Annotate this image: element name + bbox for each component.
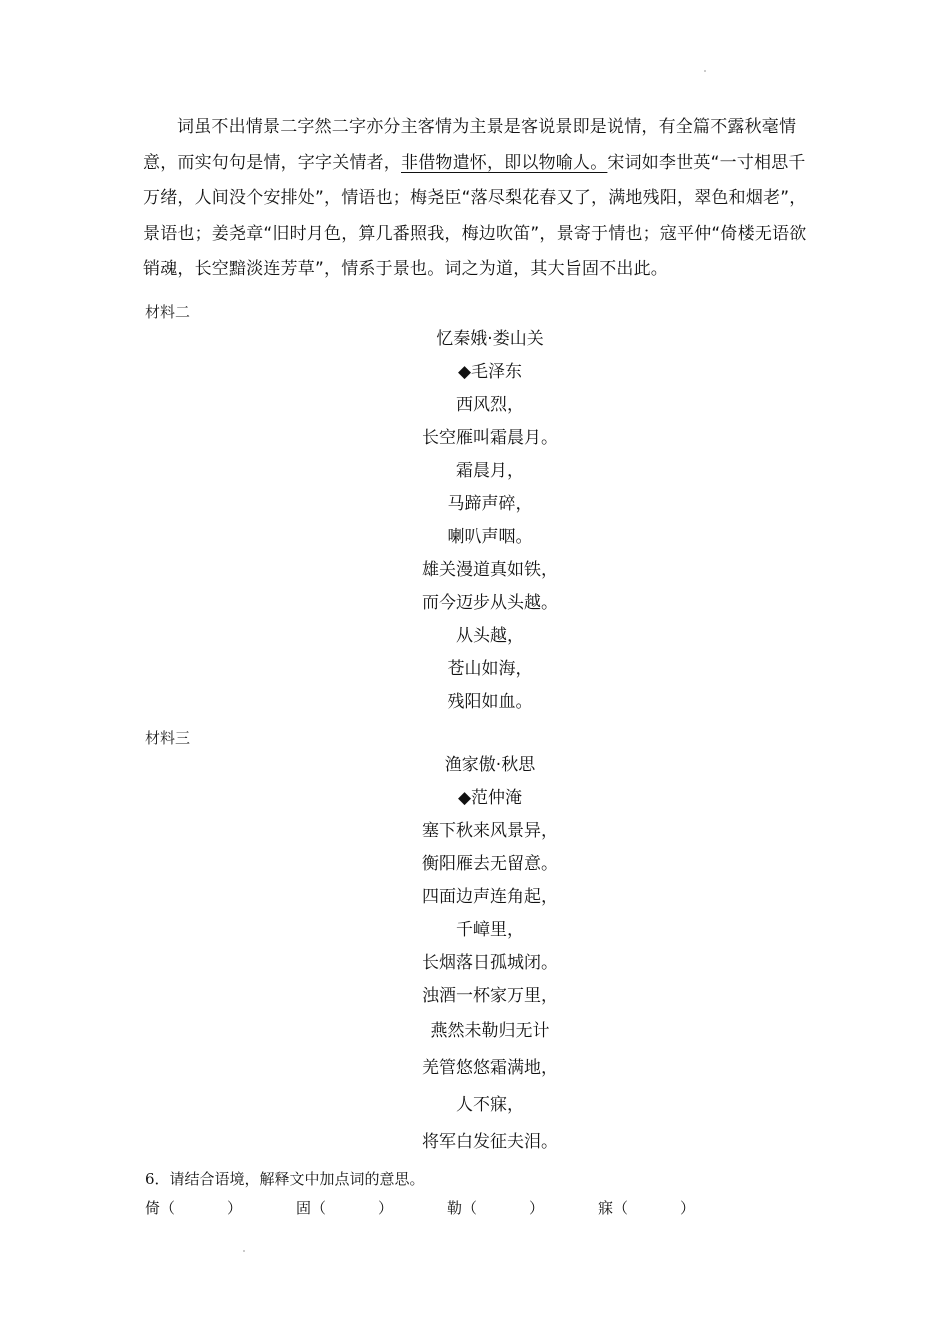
passage-text: 词虽不出情景二字然二字亦分主客情为主景是客说景即是说情，有全篇不露秋毫情意，而实句句是情，字字关情者， <box>143 117 797 173</box>
passage-text-continued: 宋词如李世英“一寸相思千万绪，人间没个安排处”，情语也；梅尧臣“落尽梨花春又了，满地残阳，翠色和烟老”，景语也；姜尧章“旧时月色，算几番照我，梅边吹笛”，景寄于情也；寇平仲“倚楼无语欲销魂，长空黯淡连芳草”，情系于景也。词之为道，其大旨固不出此。 <box>143 152 807 279</box>
poem-title: 渔家傲·秋思 <box>444 755 536 775</box>
blank-open: （ <box>160 1199 176 1217</box>
scan-speck <box>704 70 706 72</box>
poem-title: 忆秦娥·娄山关 <box>436 329 544 349</box>
poem-line: 雄关漫道真如铁， <box>422 560 558 580</box>
answer-blank[interactable] <box>598 1197 749 1218</box>
poem-line: 人不寐， <box>456 1095 524 1115</box>
poem-author: ◆范仲淹 <box>457 788 523 808</box>
poem-line: 燕然未勒归无计 <box>430 1021 550 1041</box>
poem-line: 喇叭声咽。 <box>447 527 533 547</box>
blank-open: （ <box>462 1199 478 1217</box>
answer-blanks-row <box>145 1197 749 1218</box>
blank-word: 固 <box>296 1199 312 1217</box>
answer-blank[interactable] <box>296 1197 447 1218</box>
blank-open: （ <box>613 1199 629 1217</box>
poem-line: 从头越， <box>456 626 524 646</box>
blank-close: ） <box>227 1199 243 1217</box>
scan-speck <box>243 1250 245 1252</box>
answer-blank[interactable] <box>145 1197 296 1218</box>
poem-line: 将军白发征夫泪。 <box>422 1132 558 1152</box>
poem-line: 霜晨月， <box>456 461 524 481</box>
material-three-label: 材料三 <box>145 729 191 747</box>
poem-line: 残阳如血。 <box>447 692 533 712</box>
answer-blank[interactable] <box>447 1197 598 1218</box>
poem-line: 四面边声连角起， <box>422 887 558 907</box>
blank-word: 倚 <box>145 1199 161 1217</box>
poem-line: 长空雁叫霜晨月。 <box>422 428 558 448</box>
blank-open: （ <box>311 1199 327 1217</box>
question-prompt: 6．请结合语境，解释文中加点词的意思。 <box>145 1170 425 1188</box>
poem-line: 长烟落日孤城闭。 <box>422 953 558 973</box>
blank-word: 勒 <box>447 1199 463 1217</box>
poem-line: 羌管悠悠霜满地， <box>422 1058 558 1078</box>
blank-close: ） <box>378 1199 394 1217</box>
poem-line: 千嶂里， <box>456 920 524 940</box>
poem-line: 马蹄声碎， <box>447 494 533 514</box>
poem-line: 苍山如海， <box>447 659 533 679</box>
blank-close: ） <box>680 1199 696 1217</box>
poem-loushan-pass <box>290 323 690 719</box>
poem-autumn-thoughts <box>290 749 690 1161</box>
poem-line: 西风烈， <box>456 395 524 415</box>
poem-line: 而今迈步从头越。 <box>422 593 558 613</box>
poem-author: ◆毛泽东 <box>457 362 523 382</box>
poem-line: 塞下秋来风景异， <box>422 821 558 841</box>
poem-line: 衡阳雁去无留意。 <box>422 854 558 874</box>
blank-word: 寐 <box>598 1199 614 1217</box>
passage-paragraph <box>143 110 815 288</box>
passage-underlined-text: 非借物遣怀，即以物喻人。 <box>401 152 608 173</box>
poem-line: 浊酒一杯家万里， <box>422 986 558 1006</box>
blank-close: ） <box>529 1199 545 1217</box>
material-two-label: 材料二 <box>145 303 191 321</box>
